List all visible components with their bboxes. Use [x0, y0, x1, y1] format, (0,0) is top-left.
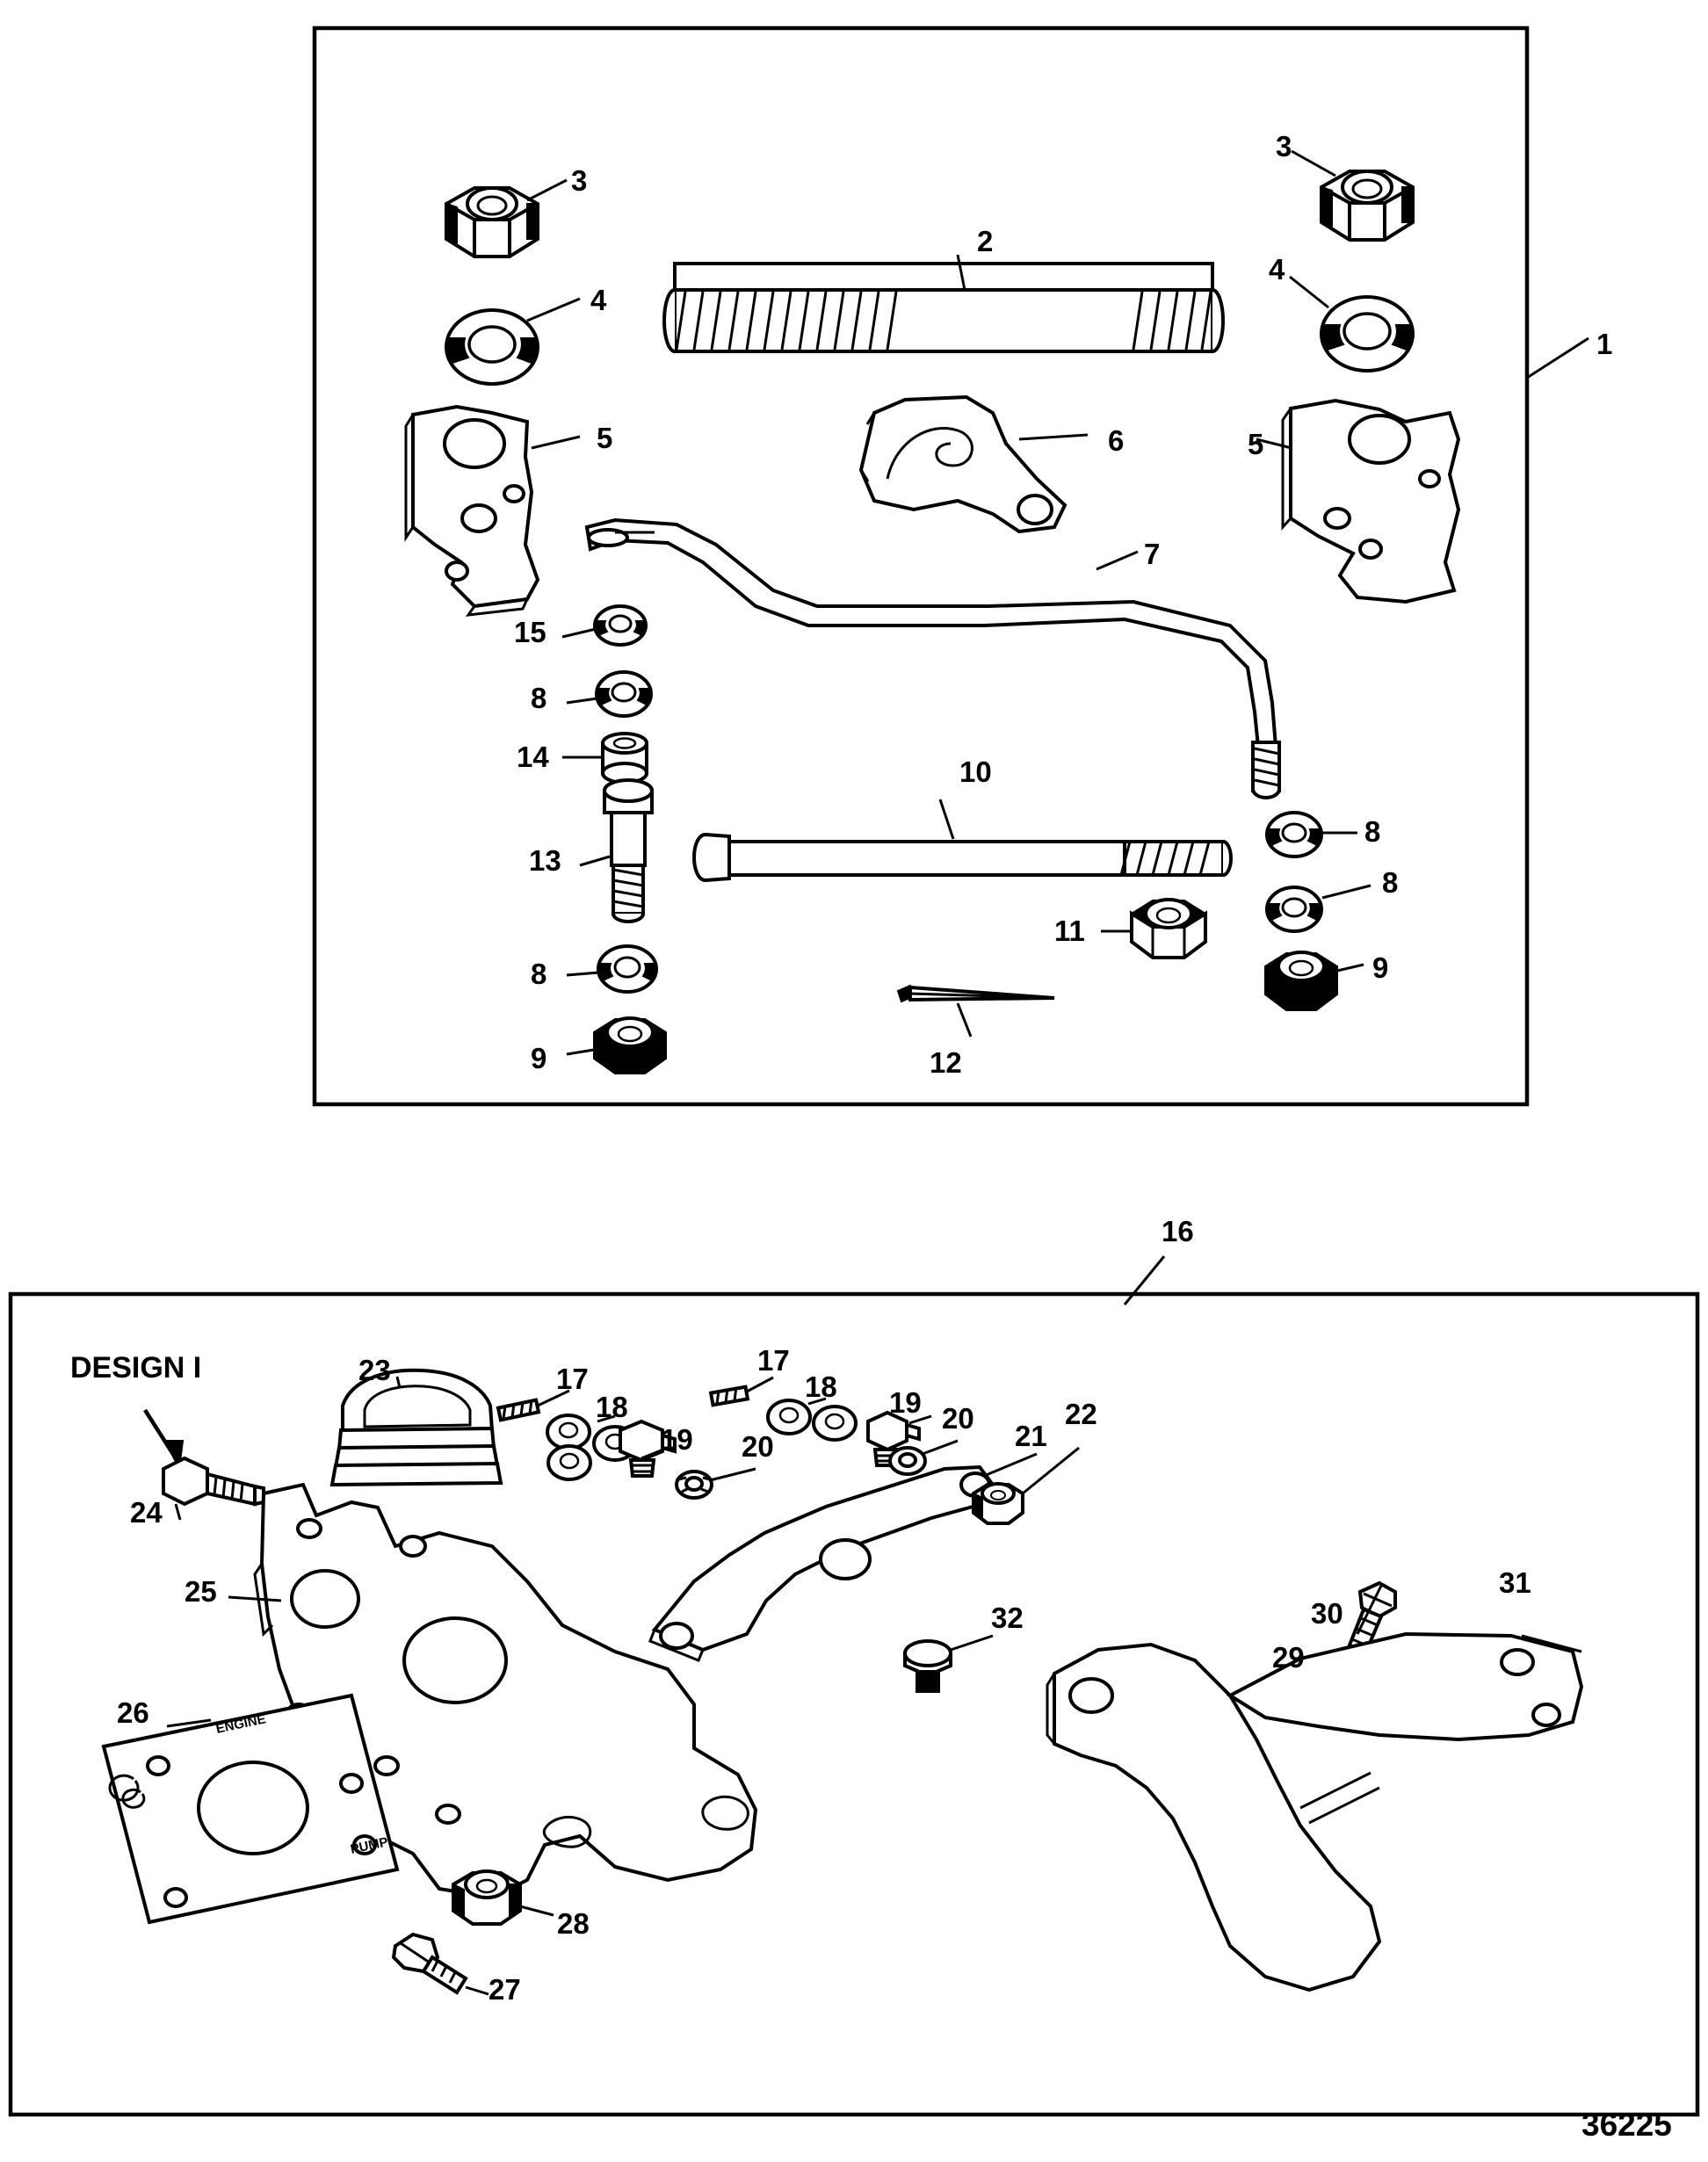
callout-14: 14 [517, 741, 549, 773]
flat-washer-left-graphic [446, 310, 538, 384]
callout-19-b: 19 [889, 1386, 922, 1419]
callout-4-right: 4 [1269, 253, 1285, 286]
callout-18-a: 18 [596, 1391, 628, 1423]
locknut-9-a-graphic [594, 1018, 666, 1074]
callout-3-left: 3 [571, 164, 588, 197]
gasket-graphic [104, 1696, 397, 1922]
callout-1: 1 [1596, 328, 1613, 360]
washer-8-b-graphic [597, 946, 656, 992]
callout-10: 10 [959, 756, 992, 788]
threaded-stud-graphic [664, 264, 1223, 351]
callout-15: 15 [514, 616, 546, 648]
washer-18-b-graphic [768, 1400, 856, 1440]
fitting-24-graphic [163, 1458, 264, 1504]
callout-8-a: 8 [531, 682, 547, 714]
callout-22: 22 [1065, 1398, 1097, 1430]
cotter-pin-graphic [898, 986, 1054, 1001]
callout-29: 29 [1272, 1641, 1305, 1674]
washer-8-c-graphic [1267, 813, 1322, 857]
callout-21: 21 [1015, 1420, 1047, 1452]
hex-nut-left-graphic [446, 188, 538, 257]
callout-9-b: 9 [1372, 951, 1389, 984]
callout-28: 28 [557, 1907, 590, 1940]
long-bolt-graphic [694, 835, 1231, 880]
mounting-plate-left-graphic [406, 407, 538, 615]
callout-8-c: 8 [1364, 815, 1381, 848]
callout-27: 27 [489, 1973, 521, 2006]
callout-18-b: 18 [805, 1370, 837, 1403]
callout-25: 25 [185, 1575, 217, 1608]
callout-20-a: 20 [742, 1430, 774, 1463]
washer-8-a-graphic [597, 672, 652, 716]
callout-31: 31 [1499, 1566, 1531, 1599]
gasket-engine-text: ENGINE [214, 1711, 268, 1737]
screw-17-a-graphic [498, 1400, 539, 1421]
nut-28-graphic [453, 1871, 520, 1924]
pump-cover-graphic [332, 1370, 501, 1485]
shoulder-bolt-graphic [604, 780, 652, 922]
callout-8-d: 8 [1382, 866, 1399, 899]
washer-15-graphic [594, 606, 646, 645]
callout-6: 6 [1108, 424, 1125, 457]
flat-washer-right-graphic [1321, 297, 1413, 371]
design-arrow [145, 1410, 183, 1469]
mounting-plate-right-graphic [1283, 401, 1458, 602]
nut-22-graphic [973, 1484, 1023, 1523]
callout-26: 26 [117, 1696, 149, 1729]
callout-5-right: 5 [1248, 428, 1264, 460]
bushing-graphic [603, 734, 647, 783]
callout-20-b: 20 [942, 1402, 974, 1435]
callout-30: 30 [1311, 1597, 1343, 1630]
callout-12: 12 [930, 1046, 962, 1079]
plug-32-graphic [905, 1641, 951, 1691]
locknut-9-b-graphic [1265, 952, 1337, 1010]
callout-11: 11 [1054, 915, 1085, 947]
callout-24: 24 [130, 1496, 163, 1529]
design-label: DESIGN I [70, 1351, 202, 1385]
cam-bracket-graphic [861, 397, 1065, 531]
callout-23: 23 [358, 1354, 391, 1386]
callout-5-left: 5 [597, 422, 613, 454]
shift-rod-graphic [587, 520, 1279, 798]
hex-nut-right-graphic [1321, 171, 1413, 240]
callout-19-a: 19 [661, 1423, 693, 1456]
support-bracket-graphic [1047, 1634, 1581, 1990]
callout-3-right: 3 [1276, 130, 1292, 163]
callout-4-left: 4 [590, 284, 607, 316]
callout-2: 2 [977, 225, 994, 257]
washer-20-a-graphic [677, 1471, 712, 1498]
screw-17-b-graphic [711, 1387, 748, 1406]
gasket-pump-text: PUMP [349, 1834, 390, 1857]
hex-nut-11-graphic [1132, 900, 1205, 958]
callout-17-b: 17 [757, 1344, 790, 1377]
washer-8-d-graphic [1267, 887, 1322, 931]
callout-8-b: 8 [531, 958, 547, 990]
callout-32: 32 [991, 1602, 1024, 1634]
callout-17-a: 17 [556, 1363, 589, 1395]
figure-number: 36225 [1581, 2107, 1672, 2143]
callout-9-a: 9 [531, 1042, 547, 1074]
washer-20-b-graphic [890, 1448, 925, 1474]
callout-13: 13 [529, 844, 561, 877]
bolt-27-graphic [394, 1934, 466, 1992]
callout-7: 7 [1144, 538, 1161, 570]
callout-16: 16 [1162, 1215, 1194, 1247]
